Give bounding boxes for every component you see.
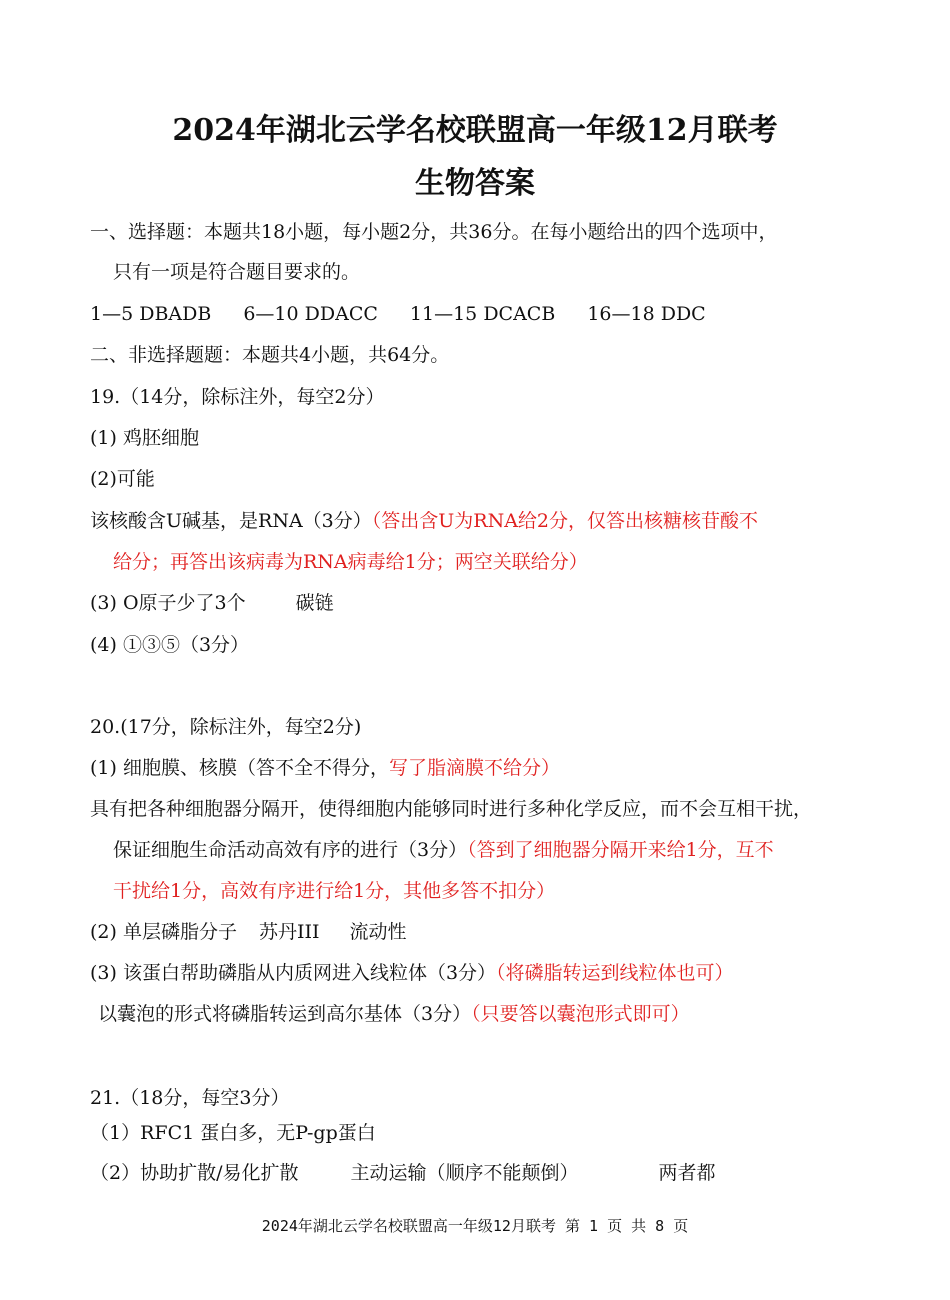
section2-instructions: 二、非选择题题：本题共4小题，共64分。 [90,344,450,366]
q20-answer-2-note: （答到了细胞器分隔开来给1分，互不 [467,839,774,861]
q20-answer-1-text: (1) 细胞膜、核膜（答不全不得分， [90,757,389,779]
mc-answers [90,301,706,327]
q21-answer-1: （1）RFC1 蛋白多，无P-gp蛋白 [90,1122,376,1144]
answer-group: 11—15 DCACB [409,303,556,325]
q19-header: 19.（14分，除标注外，每空2分） [90,386,385,408]
answer-title: 生物答案 [415,166,535,201]
q19-answer-5: (4) ①③⑤（3分） [90,634,250,656]
q19-answer-3-text: 该核酸含U碱基，是RNA（3分） [90,510,372,532]
q20-header: 20.(17分，除标注外，每空2分) [90,716,362,738]
q19-answer-4 [90,590,334,616]
q20-answer-4-note: （将磷脂转运到线粒体也可） [496,962,734,984]
q20-answer-2-line1: 具有把各种细胞器分隔开，使得细胞内能够同时进行多种化学反应，而不会互相干扰， [90,798,813,820]
q20-answer-4 [90,960,734,986]
q21-answer-2c: 两者都 [658,1162,716,1184]
q19-answer-4a: (3) O原子少了3个 [90,592,246,614]
q20-answer-3a: (2) 单层磷脂分子 [90,921,237,943]
q19-answer-2: (2)可能 [90,468,155,490]
q20-answer-5-note: （只要答以囊泡形式即可） [471,1003,690,1025]
q19-answer-1: (1) 鸡胚细胞 [90,427,199,449]
q20-answer-2-note-cont: 干扰给1分，高效有序进行给1分，其他多答不扣分） [113,880,556,902]
q20-answer-3c: 流动性 [349,921,407,943]
section1-instructions-line2: 只有一项是符合题目要求的。 [113,261,361,283]
q20-answer-1-note: 写了脂滴膜不给分） [388,757,560,779]
q21-answer-2b: 主动运输（顺序不能颠倒） [350,1162,579,1184]
section1-instructions-line1: 一、选择题：本题共18小题，每小题2分，共36分。在每小题给出的四个选项中， [90,221,778,243]
answer-group: 6—10 DDACC [243,303,378,325]
q21-header: 21.（18分，每空3分） [90,1087,290,1109]
q20-answer-2-line2 [113,837,774,863]
q20-answer-5-text: 以囊泡的形式将磷脂转运到高尔基体（3分） [98,1003,472,1025]
q19-answer-3-note: （答出含U为RNA给2分，仅答出核糖核苷酸不 [371,510,759,532]
exam-title: 2024年湖北云学名校联盟高一年级12月联考 [172,113,778,148]
answer-group: 1—5 DBADB [90,303,212,325]
q20-answer-3 [90,919,407,945]
q20-answer-5 [98,1001,690,1027]
q20-answer-3b: 苏丹III [258,921,320,943]
q20-answer-1 [90,755,560,781]
q20-answer-4-text: (3) 该蛋白帮助磷脂从内质网进入线粒体（3分） [90,962,497,984]
q19-answer-3-note-cont: 给分；再答出该病毒为RNA病毒给1分；两空关联给分） [113,551,588,573]
q21-answer-2a: （2）协助扩散/易化扩散 [90,1162,299,1184]
q20-answer-2-text: 保证细胞生命活动高效有序的进行（3分） [113,839,468,861]
q19-answer-4b: 碳链 [295,592,334,614]
page-footer: 2024年湖北云学名校联盟高一年级12月联考 第 1 页 共 8 页 [261,1217,689,1235]
q19-answer-3 [90,508,758,534]
q21-answer-2 [90,1160,716,1186]
answer-group: 16—18 DDC [587,303,706,325]
